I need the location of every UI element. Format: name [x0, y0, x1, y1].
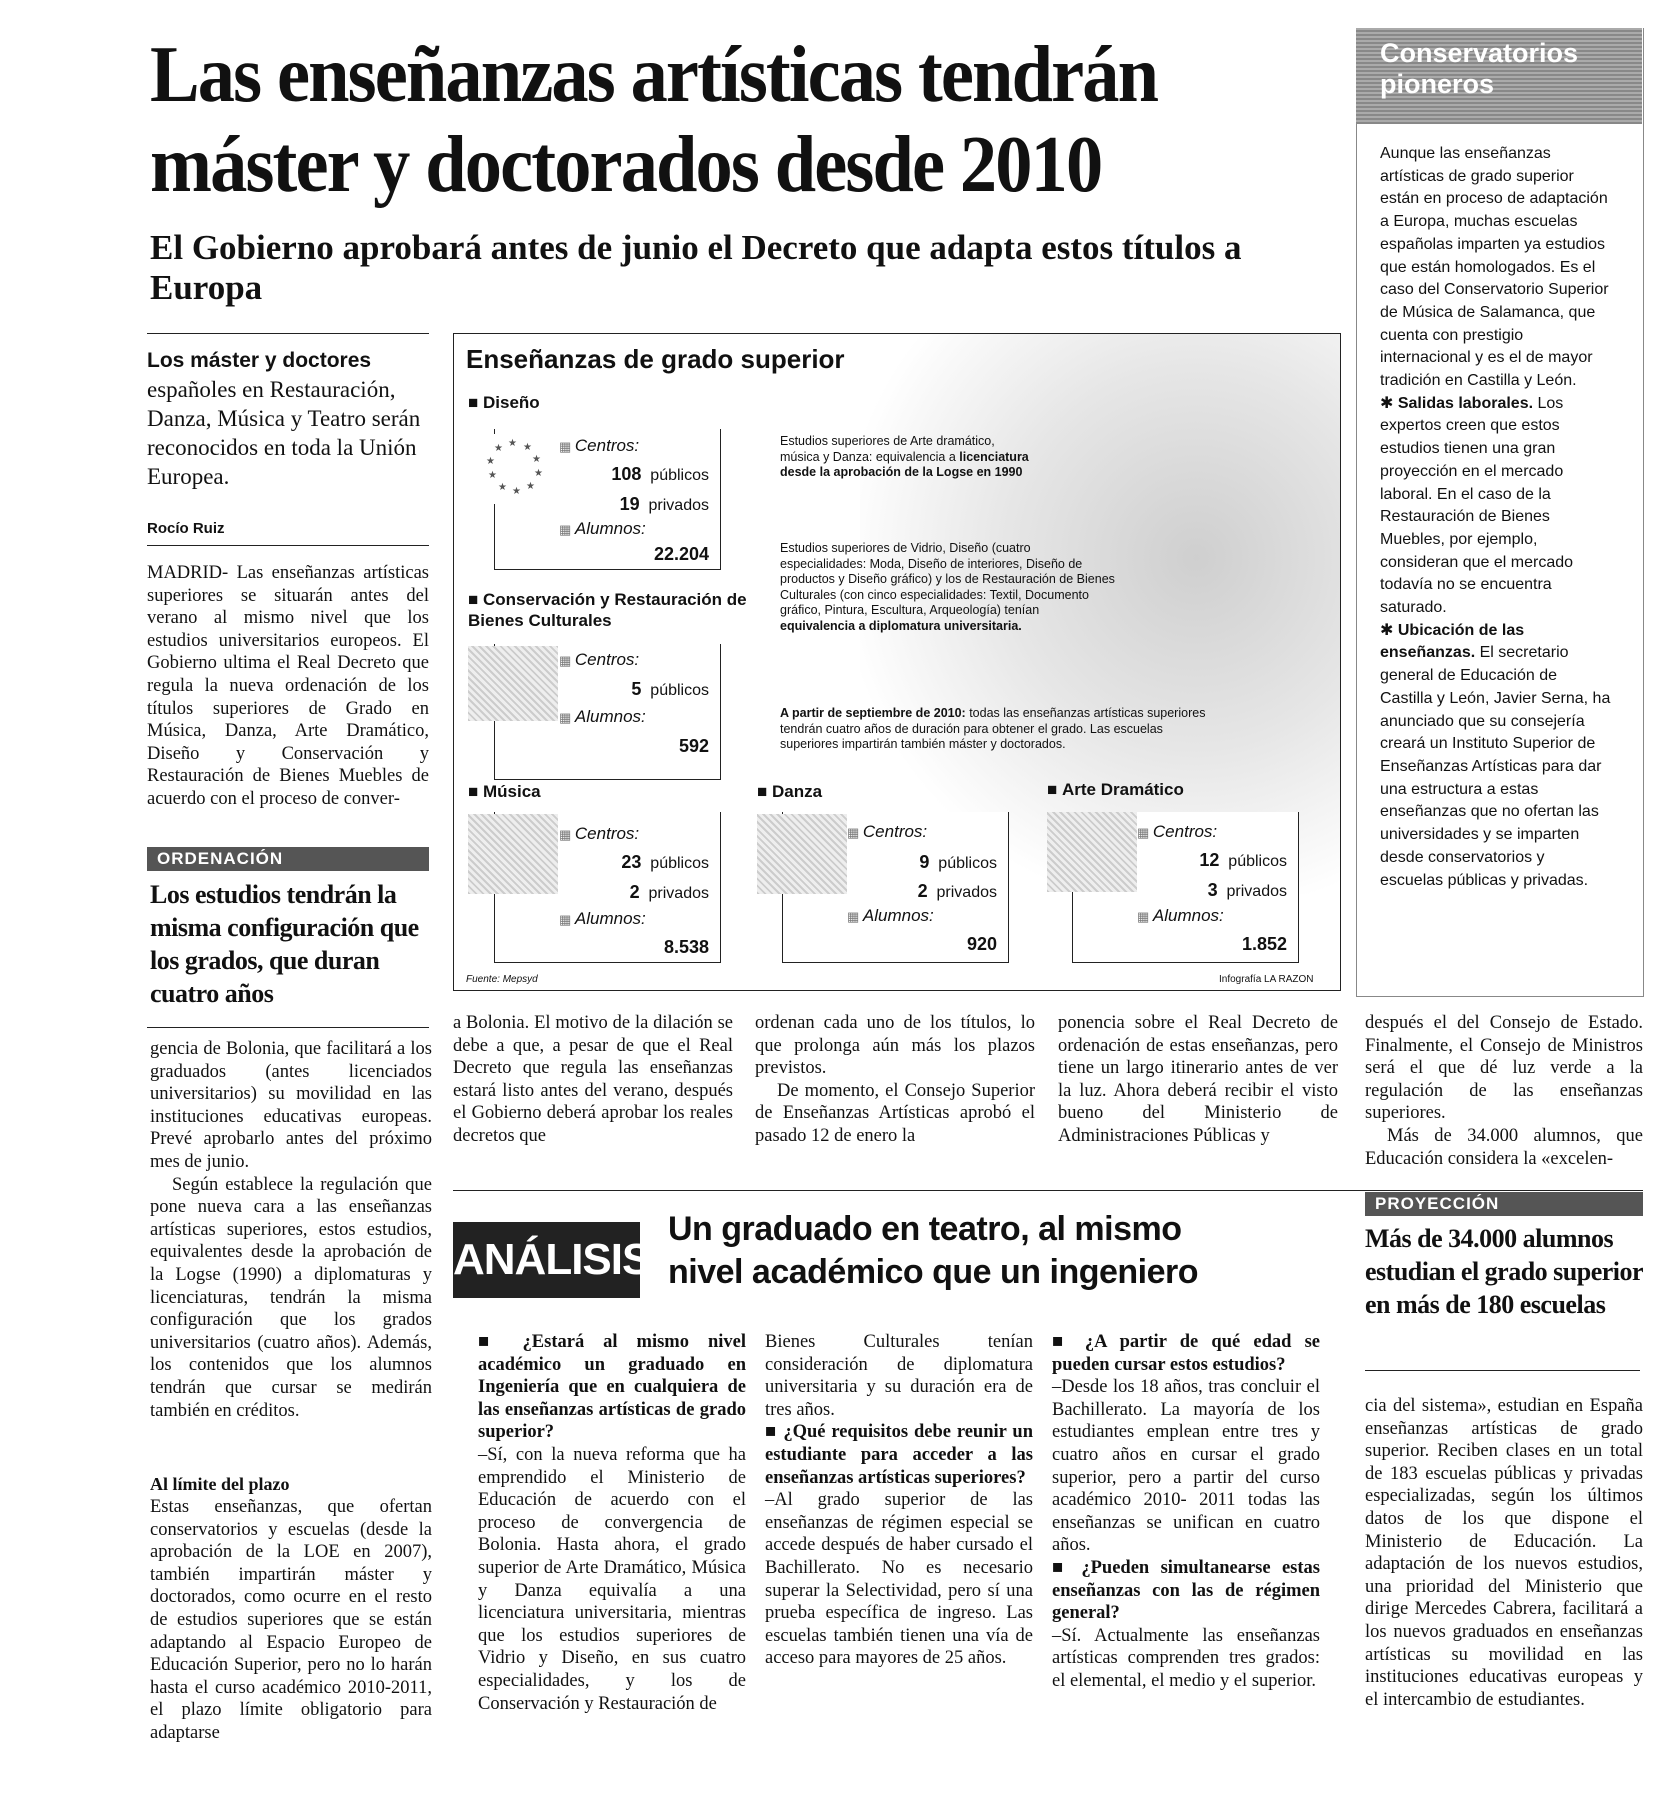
sidebar-body — [1380, 143, 1612, 892]
analisis-title: Un graduado en teatro, al mismo nivel académico que un ingeniero — [668, 1210, 1199, 1291]
label: públicos — [650, 855, 709, 872]
cat-danza-alumnos-label: ▦ Alumnos: — [847, 906, 934, 926]
cat-conservacion-alumnos-label: ▦ Alumnos: — [559, 707, 646, 727]
title-line: pioneros — [1380, 69, 1495, 99]
lede-text: españoles en Restauración, Danza, Música y Teatro serán reconocidos en toda la Unión Europea. — [147, 377, 421, 489]
note-diplomatura — [780, 541, 1115, 634]
value: 19 — [619, 494, 640, 514]
question: ■ ¿Qué requisitos debe reunir un estudiante para acceder a las enseñanzas artísticas superiores? — [765, 1421, 1033, 1489]
proyeccion-text — [1365, 1395, 1643, 1711]
answer: –Al grado superior de las enseñanzas de régimen especial se accede después de haber cursado el Bachillerato. No es necesario superar la Selectividad, pero sí una prueba específica de ingreso. Las escuelas también tienen una vía de acceso para mayores de 25 años. — [765, 1490, 1033, 1669]
svg-text:★: ★ — [523, 442, 532, 453]
cat-arte-publicos — [1152, 850, 1287, 871]
mid-col-3 — [1058, 1012, 1338, 1148]
byline: Rocío Ruiz — [147, 520, 225, 537]
infographic — [453, 333, 1341, 991]
analisis-top-rule — [453, 1190, 1643, 1191]
cat-musica-alumnos: 8.538 — [663, 937, 709, 957]
col1b-paragraph: Según establece la regulación que pone nueva cara a las enseñanzas artísticas superiores, estos estudios, equivalentes desde la aprobación de la Logse (1990) a diplomaturas y licenciaturas, tendrán la misma configuración que los grados universitarios (cuatro años). Además, los contenidos que los alumnos tendrán que cursar se medirán también en créditos. — [150, 1174, 432, 1421]
right-col-top — [1365, 1012, 1643, 1170]
svg-text:★: ★ — [512, 486, 521, 497]
ordenacion-rule — [147, 1027, 429, 1028]
theatre-masks-image — [1047, 812, 1137, 892]
note-text: Estudios superiores de Vidrio, Diseño (cuatro especialidades: Moda, Diseño de interiores, Diseño de productos y Diseño gráfico) y los de Restauración de Bienes Culturales (con cinco especialidades: Textil, Documento gráfico, Pintura, Escultura, Arqueología) tenían — [780, 541, 1115, 617]
cat-arte-alumnos-label: ▦ Alumnos: — [1137, 906, 1224, 926]
sidebar-bullet — [1380, 620, 1612, 892]
note-bold: A partir de septiembre de 2010: — [780, 706, 966, 720]
value: 2 — [917, 881, 928, 901]
svg-text:★: ★ — [494, 443, 503, 454]
value: 5 — [631, 679, 642, 699]
label: privados — [648, 497, 709, 514]
col1-text — [147, 562, 429, 811]
svg-text:★: ★ — [486, 456, 495, 467]
value: 2 — [629, 882, 640, 902]
right-paragraph: Más de 34.000 alumnos, que Educación considera la «excelen- — [1365, 1125, 1643, 1169]
cat-diseno-centros-label: ▦ Centros: — [559, 436, 639, 456]
map-image — [468, 646, 558, 721]
cat-musica-privados — [574, 882, 709, 903]
answer: –Sí, con la nueva reforma que ha emprendido el Ministerio de Educación de acuerdo con el proceso de convergencia de Bolonia. Hasta ahora, el grado superior de Arte Dramático, Música y Danza equivalía a una licenciatura universitaria, mientras que los estudios superiores de Vidrio y Diseño, en sus cuatro especialidades, y los de Conservación y Restauración de — [478, 1444, 746, 1714]
mid-col-2 — [755, 1012, 1035, 1148]
note-text: Estudios superiores de Arte dramático, música y Danza: equivalencia a — [780, 434, 995, 464]
right-paragraph: después el del Consejo de Estado. Finalmente, el Consejo de Ministros será el que dé luz verde a la regulación de las enseñanzas superiores. — [1365, 1013, 1643, 1124]
question: ■ ¿Estará al mismo nivel académico un graduado en Ingeniería que en cualquiera de las enseñanzas artísticas de grado superior? — [478, 1331, 746, 1444]
mid-paragraph: ponencia sobre el Real Decreto de ordenación de estas enseñanzas, pero tiene un largo itinerario antes de ver la luz. Ahora deberá recibir el visto bueno del Ministerio de Administraciones Públicas y — [1058, 1013, 1338, 1146]
mid-paragraph: ordenan cada uno de los títulos, lo que prolonga aún más los plazos previstos. — [755, 1013, 1035, 1079]
eu-stars-icon — [468, 434, 558, 504]
cat-conservacion-alumnos: 592 — [678, 736, 709, 756]
svg-text:★: ★ — [532, 454, 541, 465]
headline: Las enseñanzas artísticas tendrán máster y doctorados desde 2010 — [150, 31, 1158, 209]
cat-arte-alumnos: 1.852 — [1241, 934, 1287, 954]
cat-danza-publicos — [862, 852, 997, 873]
cat-musica-alumnos-label: ▦ Alumnos: — [559, 909, 646, 929]
subheadline: El Gobierno aprobará antes de junio el Decreto que adapta estos títulos a Europa — [150, 228, 1242, 307]
svg-text:★: ★ — [534, 468, 543, 479]
lede-rule — [147, 333, 429, 334]
cat-arte-title: ■ Arte Dramático — [1047, 779, 1184, 800]
question: ■ ¿A partir de qué edad se pueden cursar estos estudios? — [1052, 1331, 1320, 1376]
svg-text:★: ★ — [498, 482, 507, 493]
value: 23 — [621, 852, 642, 872]
cat-musica-centros-label: ▦ Centros: — [559, 824, 639, 844]
col1b-paragraph: gencia de Bolonia, que facilitará a los graduados (antes licenciados universitarios) su movilidad en las instituciones educativas europeas. Prevé aprobarlo antes del próximo mes de junio. — [150, 1039, 432, 1172]
cat-danza-privados — [862, 881, 997, 902]
question: ■ ¿Pueden simultanearse estas enseñanzas con las de régimen general? — [1052, 1557, 1320, 1625]
note-text: todas las enseñanzas artísticas superiores tendrán cuatro años de duración para obtener el grado. Las escuelas superiores impartirán también máster y doctorados. — [780, 706, 1206, 751]
ordenacion-kicker: ORDENACIÓN — [147, 847, 429, 871]
sidebar-bullet — [1380, 393, 1612, 620]
proyeccion-paragraph: cia del sistema», estudian en España enseñanzas artísticas de grado superior. Reciben clases en un total de 183 escuelas públicas y privadas especializadas, según los últimos datos de los que dispone el Ministerio de Educación. La adaptación de los nuevos estudios, una prioridad del Ministerio que dirige Mercedes Cabrera, facilitará a los nuevos graduados en enseñanzas artísticas su movilidad en las instituciones educativas europeas y el intercambio de estudiantes. — [1365, 1396, 1643, 1710]
cat-conservacion-centros-label: ▦ Centros: — [559, 650, 639, 670]
note-2010 — [780, 706, 1220, 753]
col1b-text — [150, 1038, 432, 1422]
cat-danza-centros-label: ▦ Centros: — [847, 822, 927, 842]
value: 12 — [1199, 850, 1220, 870]
lede-bold: Los máster y doctores — [147, 349, 372, 372]
answer: Bienes Culturales tenían consideración de diplomatura universitaria y su duración era de tres años. — [765, 1332, 1033, 1420]
cat-arte-centros-label: ▦ Centros: — [1137, 822, 1217, 842]
value: 108 — [611, 464, 642, 484]
label: privados — [648, 885, 709, 902]
cat-conservacion-title: ■ Conservación y Restauración de Bienes Culturales — [468, 589, 768, 631]
analisis-col-2 — [765, 1331, 1033, 1670]
limite-paragraph: Estas enseñanzas, que ofertan conservatorios y escuelas (desde la aprobación de la LOE en 2007), también impartirán máster y doctorados, como ocurre en el resto de estudios superiores que se están adaptando al Espacio Europeo de Educación Superior, pero no lo harán hasta el curso académico 2010-2011, el plazo límite obligatorio para adaptarse — [150, 1497, 432, 1743]
cat-diseno-alumnos: 22.204 — [653, 544, 709, 564]
sidebar-intro: Aunque las enseñanzas artísticas de grado superior están en proceso de adaptación a Europa, muchas escuelas españolas imparten ya estudios que están homologados. Es el caso del Conservatorio Superior de Música de Salamanca, que cuenta con prestigio internacional y es el de mayor tradición en Castilla y León. — [1380, 145, 1609, 390]
cat-danza-alumnos: 920 — [966, 934, 997, 954]
cat-diseno-privados — [574, 494, 709, 515]
cat-diseno-publicos — [574, 464, 709, 485]
infographic-title: Enseñanzas de grado superior — [466, 344, 845, 374]
byline-rule — [147, 545, 429, 546]
analisis-col-3 — [1052, 1331, 1320, 1693]
svg-text:★: ★ — [508, 438, 517, 449]
label: públicos — [650, 682, 709, 699]
analisis-col-1 — [478, 1331, 746, 1715]
dancer-image — [757, 814, 847, 894]
cat-arte-privados — [1152, 880, 1287, 901]
answer: –Desde los 18 años, tras concluir el Bachillerato. La mayoría de los estudiantes emplean entre tres y cuatro años en cursar el grado superior, pero a partir del curso académico 2010- 2011 todas las enseñanzas se unifican en cuatro años. — [1052, 1377, 1320, 1556]
mid-paragraph: a Bolonia. El motivo de la dilación se debe a que, a pesar de que el Real Decreto que regula las enseñanzas estará listo antes del verano, después el Gobierno deberá aprobar los reales decretos que — [453, 1013, 733, 1146]
sidebar-title — [1380, 38, 1578, 100]
bullet-text: Los expertos creen que estos estudios tienen una gran proyección en el mercado laboral. En el caso de la Restauración de Bienes Muebles, por ejemplo, consideran que el mercado todavía no se encuentra saturado. — [1380, 394, 1574, 617]
label: privados — [1226, 883, 1287, 900]
svg-text:★: ★ — [488, 470, 497, 481]
limite-heading: Al límite del plazo — [150, 1474, 290, 1494]
label: privados — [936, 884, 997, 901]
bullet-text: El secretario general de Educación de Castilla y León, Javier Serna, ha anunciado que su consejería creará un Instituto Superior de Enseñanzas Artísticas para dar una estructura a estas enseñanzas que no ofertan las universidades y se imparten desde conservatorios y escuelas públicas y privadas. — [1380, 644, 1611, 889]
lede — [147, 345, 429, 491]
ordenacion-heading: Los estudios tendrán la misma configuración que los grados, que duran cuatro años — [150, 880, 419, 1008]
cat-musica-publicos — [574, 852, 709, 873]
cat-diseno-alumnos-label: ▦ Alumnos: — [559, 519, 646, 539]
proyeccion-rule — [1365, 1370, 1640, 1371]
cat-diseno-title: ■ Diseño — [468, 392, 540, 413]
value: 3 — [1207, 880, 1218, 900]
music-image — [468, 814, 558, 894]
mid-col-1 — [453, 1012, 733, 1148]
proyeccion-kicker: PROYECCIÓN — [1365, 1192, 1643, 1216]
cat-conservacion-publicos — [574, 679, 709, 700]
proyeccion-heading: Más de 34.000 alumnos estudian el grado superior en más de 180 escuelas — [1365, 1224, 1643, 1319]
label: públicos — [938, 855, 997, 872]
note-bold: licenciatura desde la aprobación de la Logse en 1990 — [780, 449, 1029, 479]
infographic-credit: Infografía LA RAZON — [1219, 974, 1314, 985]
bullet-title: Salidas laborales. — [1397, 394, 1534, 412]
analisis-logo: ANÁLISIS — [453, 1222, 640, 1298]
cat-danza-title: ■ Danza — [757, 781, 822, 802]
title-line: Conservatorios — [1380, 38, 1579, 68]
mid-paragraph: De momento, el Consejo Superior de Enseñanzas Artísticas aprobó el pasado 12 de enero la — [755, 1080, 1035, 1146]
limite-text — [150, 1496, 432, 1745]
label: públicos — [1228, 853, 1287, 870]
cat-musica-title: ■ Música — [468, 781, 541, 802]
note-bold: equivalencia a diplomatura universitaria. — [780, 618, 1022, 633]
bullet-title: Ubicación de las enseñanzas. — [1380, 621, 1525, 662]
label: públicos — [650, 467, 709, 484]
infographic-source: Fuente: Mepsyd — [466, 974, 538, 985]
note-licenciatura — [780, 434, 1030, 481]
answer: –Sí. Actualmente las enseñanzas artísticas comprenden tres grados: el elemental, el medio y el superior. — [1052, 1625, 1320, 1691]
value: 9 — [919, 852, 930, 872]
svg-text:★: ★ — [526, 481, 535, 492]
col1-paragraph: MADRID- Las enseñanzas artísticas superiores se situarán antes del verano al mismo nivel que los estudios universitarios europeos. El Gobierno ultima el Real Decreto que regula la nueva ordenación de los títulos superiores de Grado en Música, Danza, Arte Dramático, Diseño y Conservación y Restauración de Bienes Muebles de acuerdo con el proceso de conver- — [147, 563, 429, 809]
